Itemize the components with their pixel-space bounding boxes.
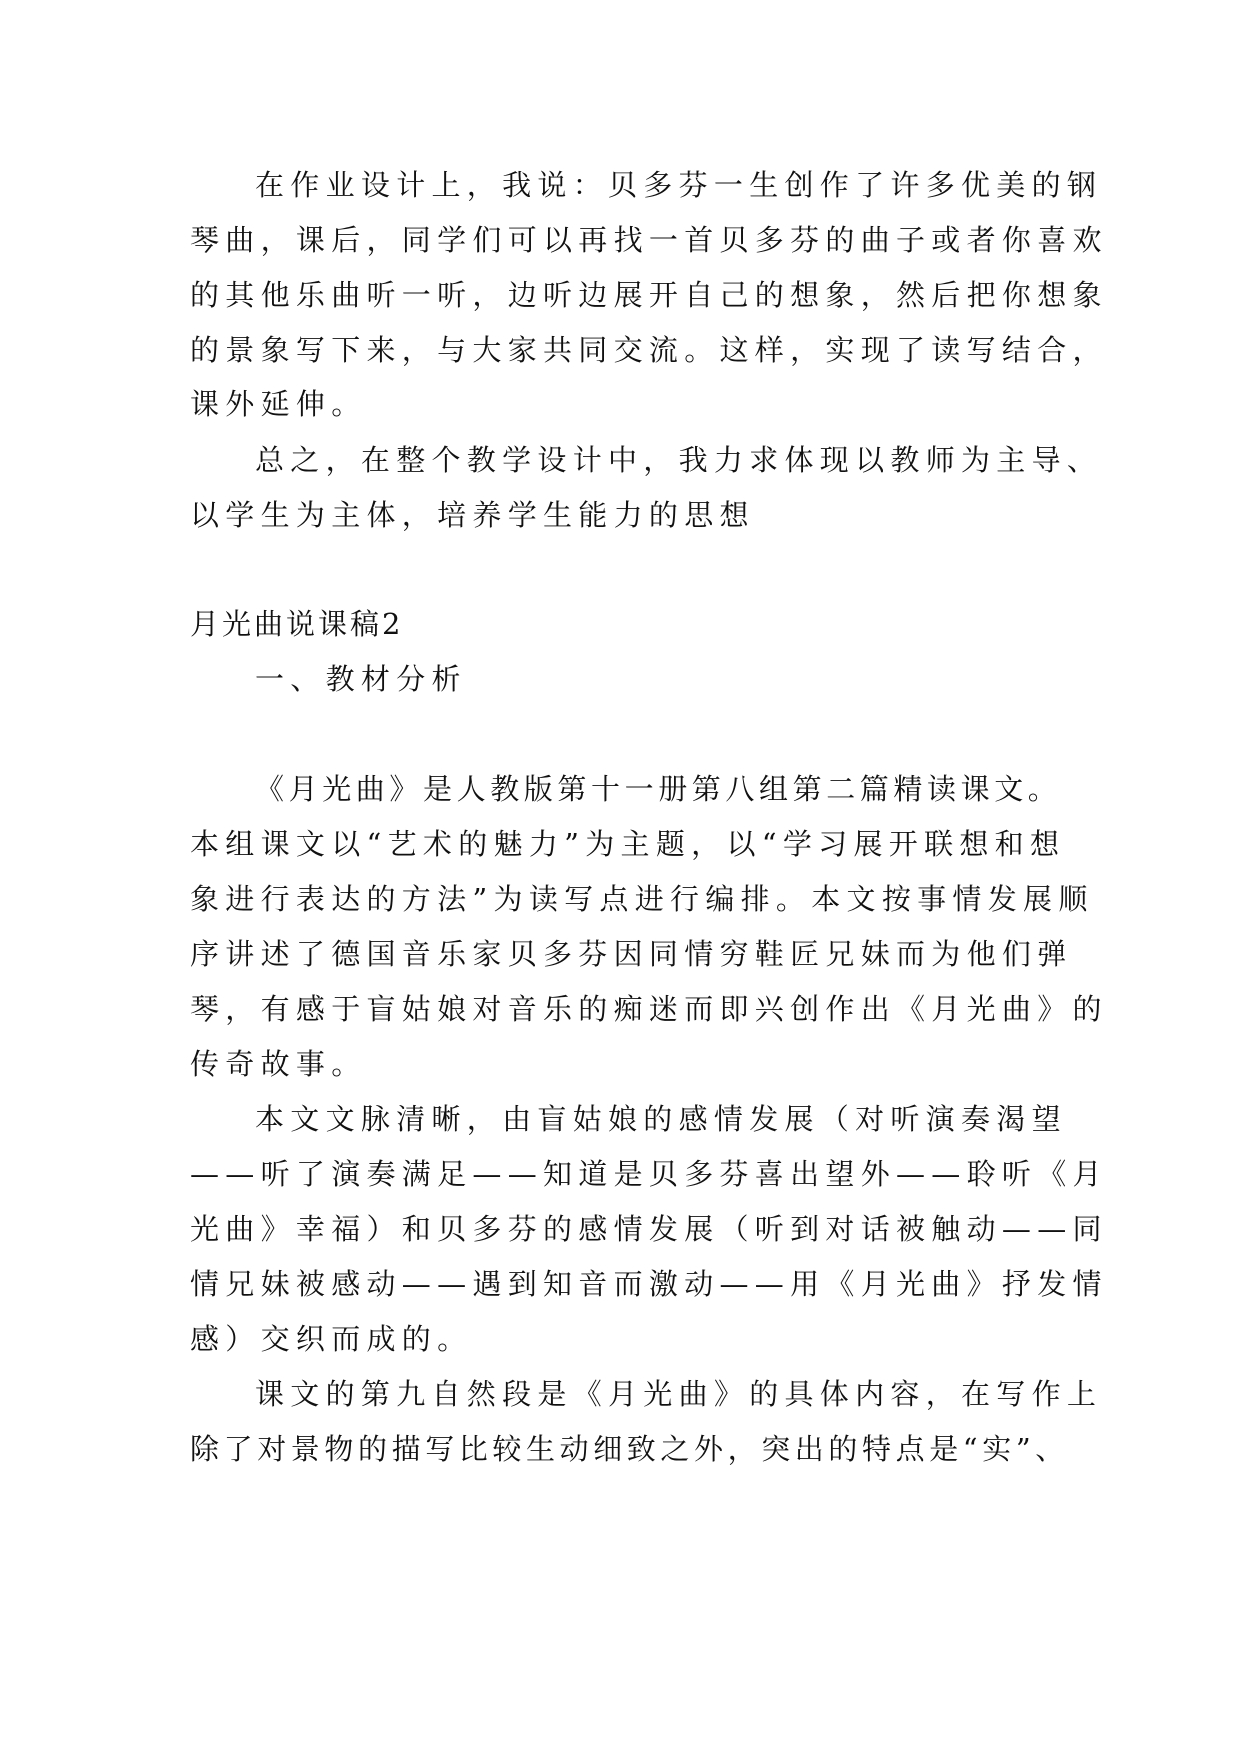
paragraph-line: 以学生为主体，培养学生能力的思想 [190,498,755,532]
paragraph-line: 课外延伸。 [190,387,367,421]
paragraph-line: 本组课文以“艺术的魅力”为主题，以“学习展开联想和想 [190,827,1066,861]
paragraph-line: 的景象写下来，与大家共同交流。这样，实现了读写结合， [190,333,1108,367]
paragraph-line: 本文文脉清晰，由盲姑娘的感情发展（对听演奏渴望 [255,1102,1067,1136]
paragraph-line: 光曲》幸福）和贝多芬的感情发展（听到对话被触动——同 [190,1212,1108,1246]
document-title: 月光曲说课稿2 [190,607,404,641]
paragraph-line: 的其他乐曲听一听，边听边展开自己的想象，然后把你想象 [190,278,1108,312]
paragraph-line: 课文的第九自然段是《月光曲》的具体内容，在写作上 [255,1377,1103,1411]
paragraph-line: 情兄妹被感动——遇到知音而激动——用《月光曲》抒发情 [190,1267,1108,1301]
paragraph-line: 感）交织而成的。 [190,1322,473,1356]
paragraph-line: 在作业设计上，我说：贝多芬一生创作了许多优美的钢 [255,168,1103,202]
paragraph-line: 序讲述了德国音乐家贝多芬因同情穷鞋匠兄妹而为他们弹 [190,937,1073,971]
paragraph-line: 象进行表达的方法”为读写点进行编排。本文按事情发展顺 [190,882,1094,916]
paragraph-line: 总之，在整个教学设计中，我力求体现以教师为主导、 [255,443,1103,477]
paragraph-line: 琴，有感于盲姑娘对音乐的痴迷而即兴创作出《月光曲》的 [190,992,1108,1026]
paragraph-line: 除了对景物的描写比较生动细致之外，突出的特点是“实”、 [190,1432,1069,1466]
paragraph-line: ——听了演奏满足——知道是贝多芬喜出望外——聆听《月 [190,1157,1108,1191]
section-heading: 一、教材分析 [255,662,467,696]
paragraph-line: 传奇故事。 [190,1047,367,1081]
paragraph-line: 《月光曲》是人教版第十一册第八组第二篇精读课文。 [255,772,1062,806]
paragraph-line: 琴曲，课后，同学们可以再找一首贝多芬的曲子或者你喜欢 [190,223,1108,257]
